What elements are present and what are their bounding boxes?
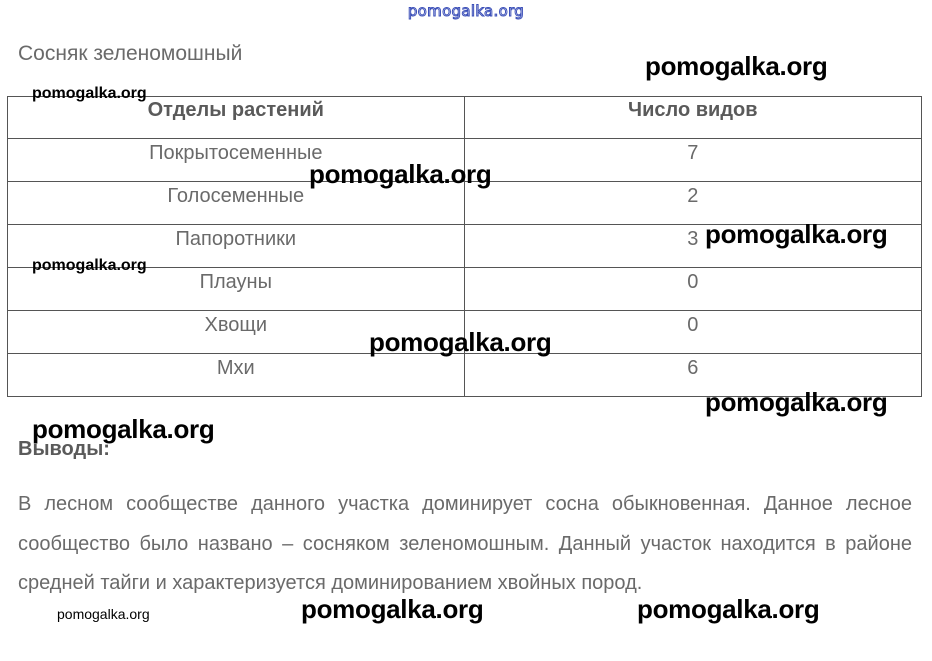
watermark: pomogalka.org xyxy=(637,594,820,624)
watermark: pomogalka.org xyxy=(32,414,215,444)
conclusions-paragraph: В лесном сообществе данного участка доминирует сосна обыкновенная. Данное лесное сообщество было названо – сосняком зеленомошным. Данный участок находится в районе средней тайги и характеризуется доминированием хвойных пород. xyxy=(18,493,912,594)
count-cell: 0 xyxy=(464,268,921,311)
division-cell: Хвощи xyxy=(8,311,465,354)
forest-type-title: Сосняк зеленомошный xyxy=(18,42,243,65)
division-cell: Папоротники xyxy=(8,225,465,268)
watermark: pomogalka.org xyxy=(309,159,492,189)
header-plant-divisions: Отделы растений xyxy=(8,97,465,139)
count-cell: 2 xyxy=(464,182,921,225)
count-cell: 0 xyxy=(464,311,921,354)
division-cell: Покрытосеменные xyxy=(8,139,465,182)
division-cell: Мхи xyxy=(8,354,465,397)
watermark: pomogalka.org xyxy=(705,387,888,417)
watermark: pomogalka.org xyxy=(301,594,484,624)
count-cell: 7 xyxy=(464,139,921,182)
watermark: pomogalka.org xyxy=(32,85,147,102)
watermark: pomogalka.org xyxy=(369,327,552,357)
count-cell: 3 xyxy=(464,225,921,268)
conclusions-heading: Выводы: xyxy=(18,438,110,460)
watermark: pomogalka.org xyxy=(57,606,150,622)
watermark: pomogalka.org xyxy=(645,51,828,81)
header-species-count: Число видов xyxy=(464,97,921,139)
watermark: pomogalka.org xyxy=(32,257,147,274)
count-cell: 6 xyxy=(464,354,921,397)
watermark: pomogalka.org xyxy=(705,219,888,249)
division-cell: Голосеменные xyxy=(8,182,465,225)
division-cell: Плауны xyxy=(8,268,465,311)
site-link[interactable]: pomogalka.org xyxy=(407,2,525,20)
